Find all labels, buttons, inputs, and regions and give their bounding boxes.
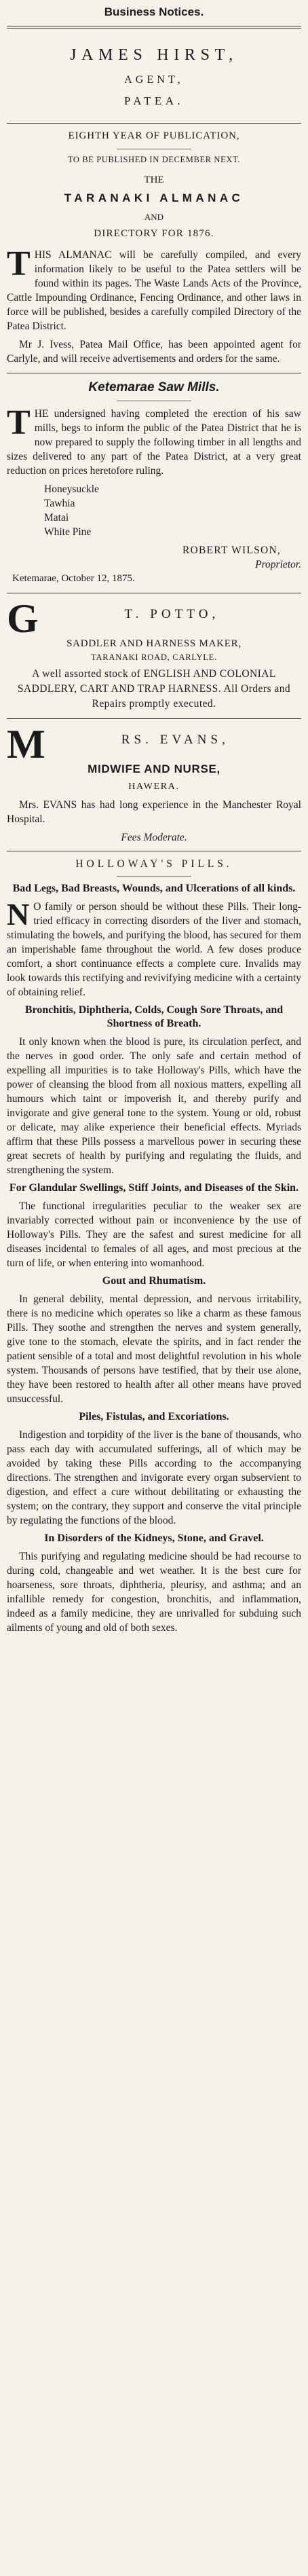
list-item: Tawhia [44, 498, 75, 509]
sawmills-notice [7, 380, 301, 586]
hirst-role: AGENT, [124, 74, 184, 86]
holloway-body: It only known when the blood is pure, its circulation perfect, and the nerves in good order. The only safe and certain method of expelling all impurities is to take Holloway's Pills, which have the power of cleansing the blood from all noxious matters, expelling all humours which taint or impoverish it, and thereby purify and invigorate and give general tone to the system. Young or old, robust or delicate, may alike experience their beneficial effects. Myriads affirm that these Pills possess a marvellous power in securing these great secrets of health by purifying and regulating the fluids, and strengthening the system. [7, 1036, 301, 1176]
rule [7, 28, 301, 29]
almanac-subtitle: DIRECTORY FOR 1876. [94, 228, 214, 239]
rule [7, 718, 301, 719]
potto-notice [7, 596, 301, 712]
evans-town: HAWERA. [128, 781, 180, 792]
drop-cap: G [7, 596, 39, 641]
almanac-title: TARANAKI ALMANAC [64, 191, 244, 204]
potto-body: A well assorted stock of ENGLISH AND COLONIAL SADDLERY, CART AND TRAP HARNESS. All Orders and Repairs promptly executed. [17, 668, 291, 710]
potto-name: T. POTTO, [124, 607, 220, 621]
hirst-name: JAMES HIRST, [70, 46, 238, 64]
evans-name: RS. EVANS, [121, 733, 229, 747]
hirst-notice [7, 46, 301, 108]
holloway-heading: Bronchitis, Diphtheria, Colds, Cough Sore Throats, and Shortness of Breath. [24, 1004, 284, 1029]
sawmills-body: HE undersigned having completed the erection of his saw mills, begs to inform the public of the Patea District that he is now prepared to supply the following timber in all lengths and sizes delivered to any part of the Patea District, at a very great reduction on prices heretofore ruling. [7, 408, 301, 477]
holloway-notice [7, 858, 301, 1635]
holloway-heading: In Disorders of the Kidneys, Stone, and Gravel. [44, 1532, 264, 1544]
holloway-body: Indigestion and torpidity of the liver is the bane of thousands, who pass each day with accumulated sufferings, all of which may be avoided by taking these Pills according to the accompanying directions. The strengthen and invigorate every organ subservient to digestion, and effect a cure without debilitating or exhausting the system; on the contrary, they support and conserve the vital principle by regulating the functions of the blood. [7, 1429, 301, 1526]
almanac-publish-line: TO BE PUBLISHED IN DECEMBER NEXT. [67, 155, 241, 164]
holloway-heading: Bad Legs, Bad Breasts, Wounds, and Ulcerations of all kinds. [12, 883, 296, 894]
holloway-heading: For Glandular Swellings, Stiff Joints, and Diseases of the Skin. [9, 1182, 299, 1194]
almanac-body: HIS ALMANAC will be carefully compiled, and every information likely to be useful to the Patea settlers will be found within its pages. The Waste Lands Acts of the Province, Cattle Impounding Ordinance, Fencing Ordinance, and other laws in force will be published, besides a carefully compiled Directory of the Patea District. [7, 249, 301, 332]
evans-body: Mrs. EVANS has had long experience in the Manchester Royal Hospital. [7, 799, 301, 825]
list-item: Matai [44, 512, 69, 523]
drop-cap: N [7, 897, 30, 932]
holloway-body: The functional irregularities peculiar to the weaker sex are invariably corrected without pain or inconvenience by the use of Holloway's Pills. They are the safest and surest medicine for all diseases incidental to females of all ages, and most precious at the turn of life, or when entering into womanhood. [7, 1200, 301, 1269]
holloway-body: This purifying and regulating medicine should be had recourse to during cold, changeable and wet weather. It is the best cure for hoarseness, sore throats, diphtheria, pleurisy, and asthma; and an infallible remedy for congestion, bronchitis, and inflammation, indeed as a family medicine, they are unrivalled for subduing such ailments of young and old of both sexes. [7, 1551, 301, 1634]
sawmills-date: Ketemarae, October 12, 1875. [12, 573, 135, 584]
holloway-body: In general debility, mental depression, and nervous irritability, there is no medicine which operates so like a charm as these famous Pills. They soothe and strengthen the nerves and system generally, give tone to the stomach, elevate the spirits, and in fact render the patient sensible of a total and most delightful revolution in his whole system. Thousands of persons have testified, that by their use alone, they have been restored to health after all other means have proved unsuccessful. [7, 1293, 301, 1405]
rule [7, 123, 301, 124]
list-item: Honeysuckle [44, 483, 99, 495]
almanac-the: THE [144, 174, 164, 185]
rule [117, 876, 191, 877]
timber-list [7, 482, 301, 539]
holloway-title: HOLLOWAY'S PILLS. [75, 858, 233, 870]
almanac-notice [7, 130, 301, 366]
evans-fees: Fees Moderate. [121, 832, 187, 843]
almanac-year-line: EIGHTH YEAR OF PUBLICATION, [68, 130, 240, 141]
potto-trade: SADDLER AND HARNESS MAKER, [66, 638, 242, 649]
drop-cap: M [7, 722, 45, 767]
sawmills-sig-title: Proprietor. [255, 559, 301, 570]
sawmills-title: Ketemarae Saw Mills. [88, 380, 220, 394]
potto-address: TARANAKI ROAD, CARLYLE. [91, 652, 217, 662]
hirst-town: PATEA. [123, 94, 185, 107]
holloway-heading: Piles, Fistulas, and Excoriations. [79, 1411, 229, 1422]
holloway-body: O family or person should be without these Pills. Their long-tried efficacy in correcting disorders of the liver and stomach, stimulating the bowels, and purifying the blood, has secured for them an imperishable fame throughout the world. A few doses produce comfort, a short continuance effects a complete cure. Invalids may look towards this rectifying and revivifying medicine with a certainty of obtaining relief. [7, 901, 301, 998]
almanac-and: AND [144, 212, 164, 222]
list-item: White Pine [44, 526, 92, 538]
holloway-heading: Gout and Rhumatism. [102, 1275, 206, 1287]
evans-notice [7, 722, 301, 844]
section-title: Business Notices. [104, 5, 204, 18]
evans-trade: MIDWIFE AND NURSE, [88, 762, 220, 775]
almanac-agent: Mr J. Ivess, Patea Mail Office, has been appointed agent for Carlyle, and will receive advertisements and orders for the same. [7, 339, 301, 365]
sawmills-signature: ROBERT WILSON, [182, 545, 281, 556]
drop-cap: T [7, 244, 31, 283]
drop-cap: T [7, 403, 31, 442]
